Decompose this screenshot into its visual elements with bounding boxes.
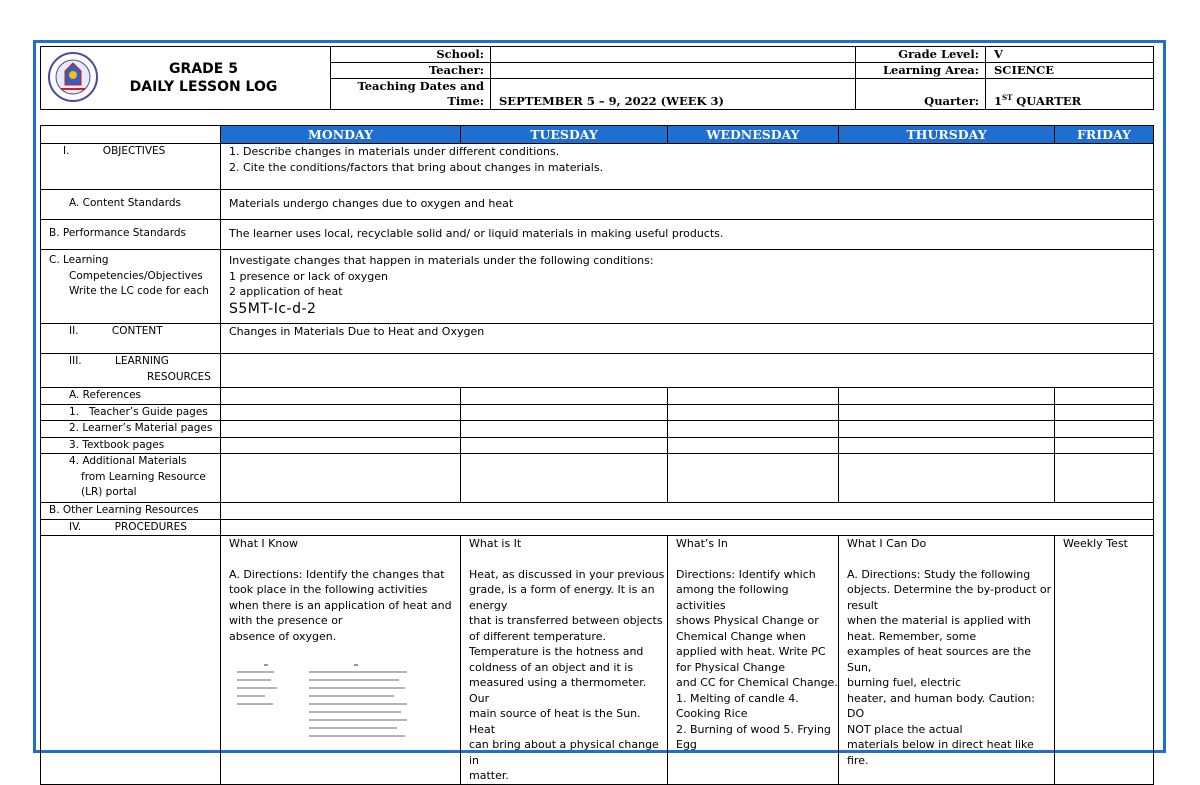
thursday-procedure: What I Can Do A. Directions: Study the following objects. Determine the by-product or result when the material is applied with heat. Remember, some examples of heat sources are the Sun, burning fuel, electric heater, and human body. Caution: DO NOT place the actual materials below in direct heat like fire. — [839, 536, 1055, 785]
grade-level-value: V — [986, 47, 1154, 63]
content-standards-value: Materials undergo changes due to oxygen and heat — [221, 190, 1154, 220]
dates-label: Teaching Dates and Time: — [331, 79, 491, 110]
tg-label: 1. Teacher’s Guide pages — [41, 404, 221, 421]
header-table — [40, 46, 1154, 110]
references-label: A. References — [41, 388, 221, 405]
corner-cell — [41, 126, 221, 144]
content-row — [41, 324, 1154, 354]
performance-standards-label: B. Performance Standards — [41, 220, 221, 250]
textbook-label: 3. Textbook pages — [41, 437, 221, 454]
teacher-label: Teacher: — [331, 63, 491, 79]
title-cell — [41, 47, 331, 110]
school-label: School: — [331, 47, 491, 63]
performance-standards-value: The learner uses local, recyclable solid and/ or liquid materials in making useful products. — [221, 220, 1154, 250]
competencies-label: C. Learning Competencies/Objectives Write the LC code for each — [41, 250, 221, 324]
procedures-row — [41, 536, 1154, 785]
procedures-label: IV. PROCEDURES — [41, 519, 221, 536]
competencies-value: Investigate changes that happen in materials under the following conditions: 1 presence or lack of oxygen 2 application of heat S5MT-Ic-d-2 — [221, 250, 1154, 324]
log-title: DAILY LESSON LOG — [129, 79, 278, 95]
additional-label: 4. Additional Materials from Learning Resource (LR) portal — [41, 454, 221, 503]
learning-area-value: SCIENCE — [986, 63, 1154, 79]
day-header-row — [41, 126, 1154, 144]
monday-procedure: What I Know A. Directions: Identify the changes that took place in the following activities when there is an application of heat and with the presence or absence of oxygen. — [221, 536, 461, 785]
content-value: Changes in Materials Due to Heat and Oxygen — [221, 324, 1154, 354]
other-resources-row — [41, 503, 1154, 520]
resources-value — [221, 354, 1154, 388]
school-value — [491, 47, 856, 63]
day-wednesday: WEDNESDAY — [668, 126, 839, 144]
objectives-value: 1. Describe changes in materials under different conditions. 2. Cite the conditions/factors that bring about changes in materials. — [221, 144, 1154, 190]
procedures-label-row — [41, 519, 1154, 536]
content-standards-row — [41, 190, 1154, 220]
day-thursday: THURSDAY — [839, 126, 1055, 144]
lc-code: S5MT-Ic-d-2 — [229, 300, 317, 317]
lesson-log-table — [40, 125, 1154, 785]
day-friday: FRIDAY — [1055, 126, 1154, 144]
competencies-row — [41, 250, 1154, 324]
teacher-value — [491, 63, 856, 79]
content-label: II. CONTENT — [41, 324, 221, 354]
resources-row — [41, 354, 1154, 388]
dates-value: SEPTEMBER 5 – 9, 2022 (WEEK 3) — [491, 79, 856, 110]
learning-area-label: Learning Area: — [856, 63, 986, 79]
activity-table-thumbnail — [229, 662, 409, 742]
quarter-label: Quarter: — [856, 79, 986, 110]
wednesday-procedure: What’s In Directions: Identify which among the following activities shows Physical Change or Chemical Change when applied with heat. Write PC for Physical Change and CC for Chemical Change. 1. Melting of candle 4. Cooking Rice 2. Burning of wood 5. Frying Egg — [668, 536, 839, 785]
objectives-row — [41, 144, 1154, 190]
deped-seal-icon — [47, 51, 99, 103]
grade-title: GRADE 5 — [169, 61, 238, 77]
content-standards-label: A. Content Standards — [41, 190, 221, 220]
resources-label: III. LEARNING RESOURCES — [41, 354, 221, 388]
quarter-value: 1ST QUARTER — [986, 79, 1154, 110]
other-resources-label: B. Other Learning Resources — [41, 503, 221, 520]
textbook-row — [41, 437, 1154, 454]
day-monday: MONDAY — [221, 126, 461, 144]
grade-level-label: Grade Level: — [856, 47, 986, 63]
tg-row — [41, 404, 1154, 421]
day-tuesday: TUESDAY — [461, 126, 668, 144]
additional-row — [41, 454, 1154, 503]
references-row — [41, 388, 1154, 405]
lm-label: 2. Learner’s Material pages — [41, 421, 221, 438]
lm-row — [41, 421, 1154, 438]
performance-standards-row — [41, 220, 1154, 250]
tuesday-procedure: What is It Heat, as discussed in your previous grade, is a form of energy. It is an energy that is transferred between objects of different temperature. Temperature is the hotness and coldness of an object and it is measured using a thermometer. Our main source of heat is the Sun. Heat can bring about a physical change in matter. — [461, 536, 668, 785]
friday-procedure: Weekly Test — [1055, 536, 1154, 785]
objectives-label: I. OBJECTIVES — [41, 144, 221, 190]
